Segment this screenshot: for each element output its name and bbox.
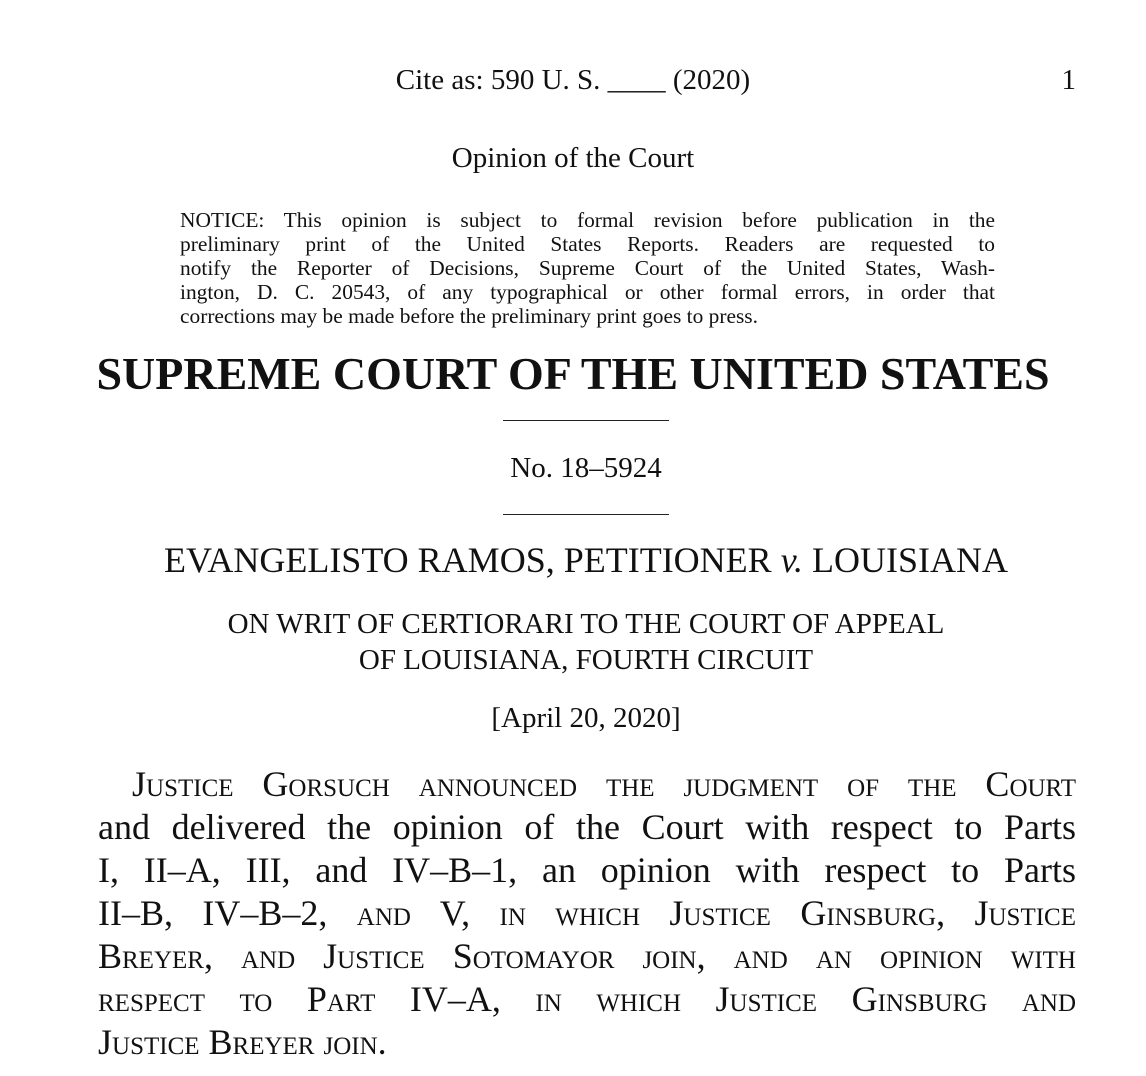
divider-rule xyxy=(503,514,669,515)
opinion-line: Justice Gorsuch announced the judgment of the Court xyxy=(132,764,1076,804)
opinion-paragraph xyxy=(98,763,1076,1064)
notice-line: notify the Reporter of Decisions, Supreme Court of the United States, Wash- xyxy=(180,256,995,280)
versus-label: v. xyxy=(780,540,803,580)
page-number: 1 xyxy=(1061,64,1076,96)
petitioner-name: EVANGELISTO RAMOS, PETITIONER xyxy=(164,540,772,580)
writ-line: OF LOUISIANA, FOURTH CIRCUIT xyxy=(358,644,814,676)
docket-number: No. 18–5924 xyxy=(510,452,662,484)
case-title xyxy=(0,538,1146,582)
notice-line: preliminary print of the United States Reports. Readers are requested to xyxy=(180,232,995,256)
writ-description xyxy=(0,606,1146,678)
opinion-line: and delivered the opinion of the Court with respect to Parts xyxy=(98,807,1076,847)
divider-rule xyxy=(503,420,669,421)
opinion-line: I, II–A, III, and IV–B–1, an opinion with respect to Parts xyxy=(98,850,1076,890)
publication-notice xyxy=(180,208,995,328)
opinion-line: II–B, IV–B–2, and V, in which Justice Ginsburg, Justice xyxy=(98,893,1076,933)
citation-line: Cite as: 590 U. S. ____ (2020) xyxy=(395,64,751,96)
respondent-name: LOUISIANA xyxy=(812,540,1008,580)
opinion-line: respect to Part IV–A, in which Justice Ginsburg and xyxy=(98,979,1076,1019)
decision-date: [April 20, 2020] xyxy=(491,702,681,734)
notice-line: corrections may be made before the preliminary print goes to press. xyxy=(180,304,758,328)
notice-line: NOTICE: This opinion is subject to formal revision before publication in the xyxy=(180,208,995,232)
opinion-line: Justice Breyer join. xyxy=(98,1022,387,1062)
opinion-line: Breyer, and Justice Sotomayor join, and an opinion with xyxy=(98,936,1076,976)
notice-line: ington, D. C. 20543, of any typographical or other formal errors, in order that xyxy=(180,280,995,304)
court-name: SUPREME COURT OF THE UNITED STATES xyxy=(96,348,1050,399)
writ-line: ON WRIT OF CERTIORARI TO THE COURT OF APPEAL xyxy=(227,608,945,640)
running-header: Opinion of the Court xyxy=(451,142,695,174)
